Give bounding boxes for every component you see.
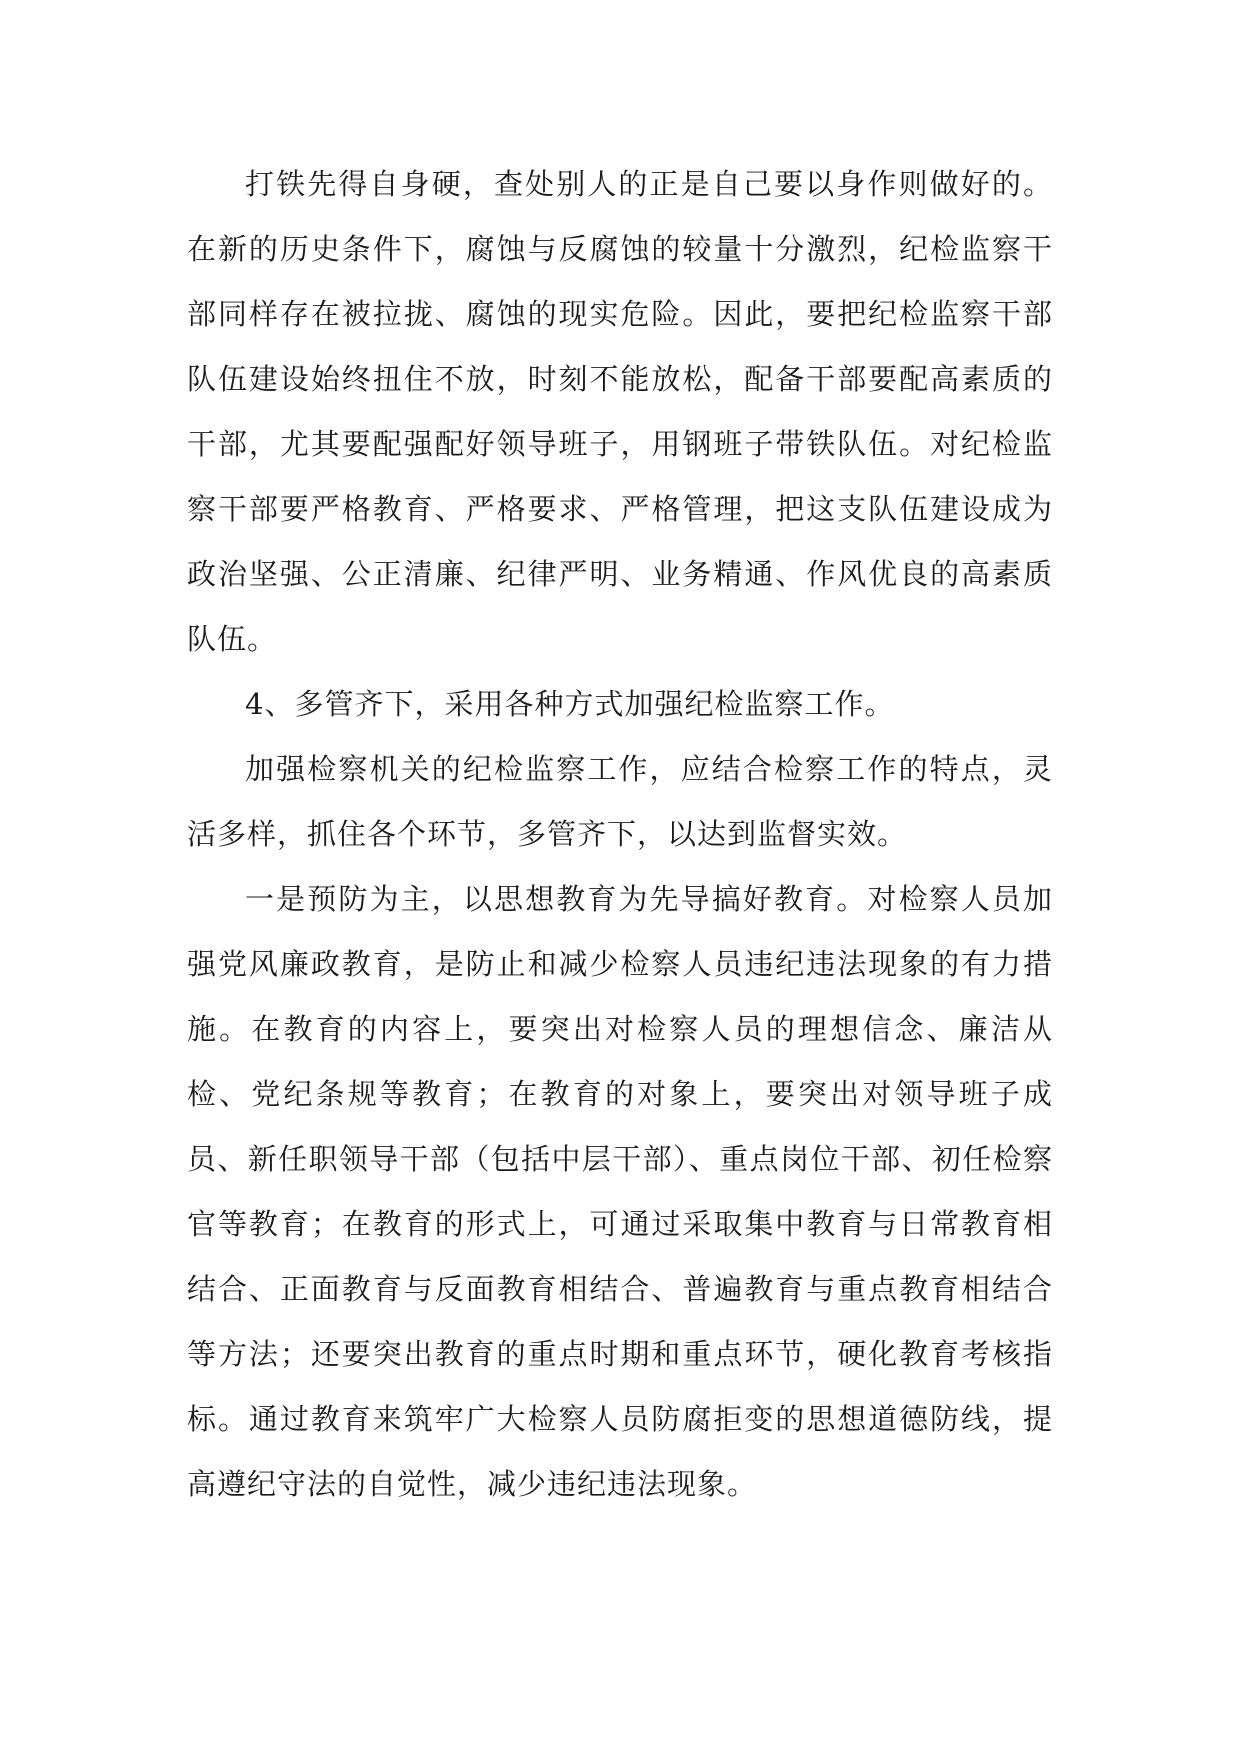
paragraph-section-heading: 4、多管齐下，采用各种方式加强纪检监察工作。 [245,687,895,721]
paragraph-prevention-education: 一是预防为主，以思想教育为先导搞好教育。对检察人员加强党风廉政教育，是防止和减少检察人员违纪违法现象的有力措施。在教育的内容上，要突出对检察人员的理想信念、廉洁从检、党纪条规等教育；在教育的对象上，要突出对领导班子成员、新任职领导干部（包括中层干部）、重点岗位干部、初任检察官等教育；在教育的形式上，可通过采取集中教育与日常教育相结合、正面教育与反面教育相结合、普遍教育与重点教育相结合等方法；还要突出教育的重点时期和重点环节，硬化教育考核指标。通过教育来筑牢广大检察人员防腐拒变的思想道德防线，提高遵纪守法的自觉性，减少违纪违法现象。 [187,882,1053,1501]
document-body [187,152,1053,1517]
paragraph-supervision-intro: 加强检察机关的纪检监察工作，应结合检察工作的特点，灵活多样，抓住各个环节，多管齐下，以达到监督实效。 [187,752,1053,851]
paragraph-self-discipline: 打铁先得自身硬，查处别人的正是自己要以身作则做好的。在新的历史条件下，腐蚀与反腐蚀的较量十分激烈，纪检监察干部同样存在被拉拢、腐蚀的现实危险。因此，要把纪检监察干部队伍建设始终扭住不放，时刻不能放松，配备干部要配高素质的干部，尤其要配强配好领导班子，用钢班子带铁队伍。对纪检监察干部要严格教育、严格要求、严格管理，把这支队伍建设成为政治坚强、公正清廉、纪律严明、业务精通、作风优良的高素质队伍。 [187,167,1053,656]
